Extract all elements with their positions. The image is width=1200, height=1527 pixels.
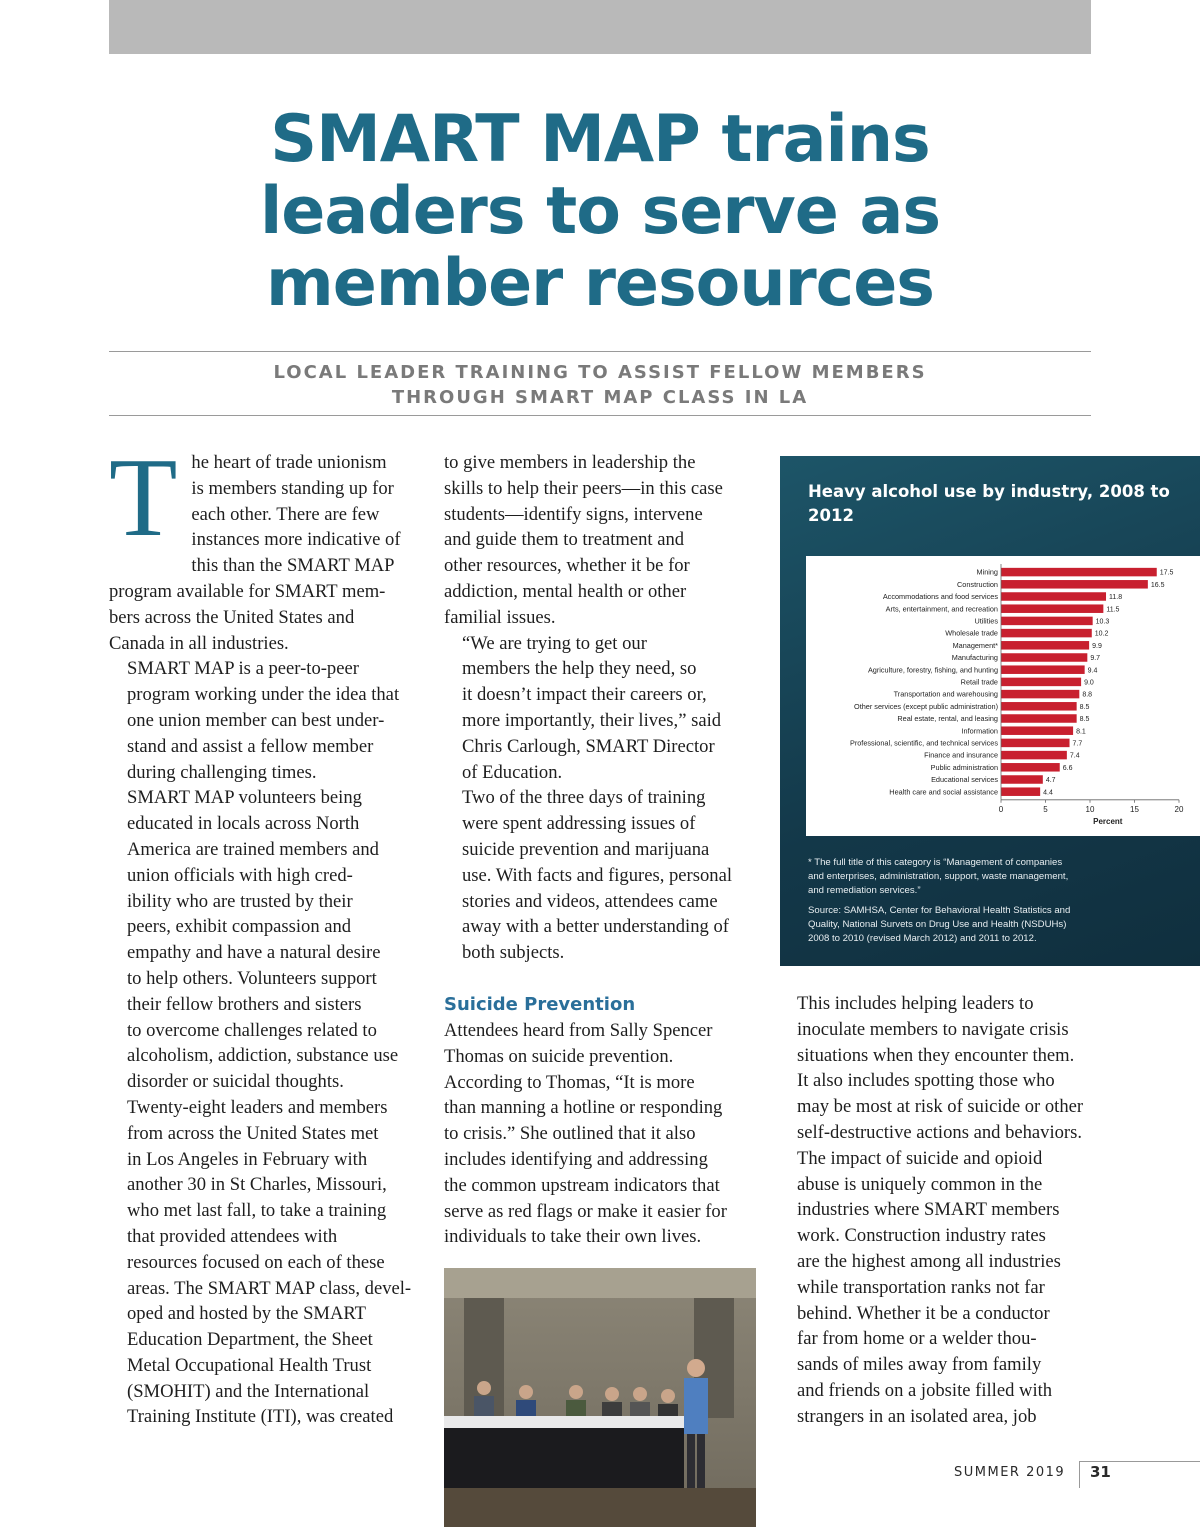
text-line: (SMOHIT) and the International — [127, 1380, 370, 1402]
subhead-top-rule — [109, 351, 1091, 352]
text-line: who met last fall, to take a training — [127, 1200, 387, 1222]
footnote-line: and remediation services.” — [808, 885, 921, 896]
text-line: serve as red flags or make it easier for — [444, 1200, 727, 1222]
top-color-bar — [109, 0, 1091, 54]
bar — [1001, 763, 1060, 772]
x-tick-label: 15 — [1130, 804, 1139, 814]
text-line: program working under the idea that — [127, 684, 400, 706]
value-label: 16.5 — [1150, 581, 1165, 589]
text-line: includes identifying and addressing — [444, 1148, 708, 1170]
value-label: 11.5 — [1106, 606, 1120, 614]
headline-line: member resources — [266, 246, 934, 321]
text-line: that provided attendees with — [127, 1225, 338, 1247]
text-line: the common upstream indicators that — [444, 1174, 720, 1196]
text-line: than manning a hotline or responding — [444, 1097, 723, 1119]
source-line: Quality, National Survets on Drug Use and Health (NSDUHs) — [808, 919, 1067, 930]
text-line: to crisis.” She outlined that it also — [444, 1123, 696, 1145]
text-line: is members standing up for — [191, 477, 394, 499]
text-line: to give members in leadership the — [444, 452, 696, 473]
text-line: another 30 in St Charles, Missouri, — [127, 1174, 387, 1196]
x-tick-label: 10 — [1085, 804, 1095, 814]
text-line: SMART MAP is a peer-to-peer — [127, 658, 359, 680]
text-line: their fellow brothers and sisters — [127, 993, 362, 1015]
text-line: other resources, whether it be for — [444, 555, 690, 577]
paragraph — [109, 656, 427, 785]
footnote-line: * The full title of this category is “Management of companies — [808, 857, 1063, 868]
text-line: it doesn’t impact their careers or, — [462, 684, 707, 706]
text-line: far from home or a welder thou- — [797, 1328, 1037, 1350]
category-label: Educational services — [931, 775, 998, 785]
value-label: 17.5 — [1159, 569, 1174, 577]
text-line: “We are trying to get our — [462, 632, 647, 654]
bar — [1001, 678, 1081, 687]
text-line: may be most at risk of suicide or other — [797, 1096, 1084, 1118]
category-label: Management* — [952, 640, 998, 650]
bar — [1001, 751, 1067, 760]
category-label: Utilities — [974, 616, 998, 626]
paragraph — [444, 785, 762, 966]
chart-panel — [806, 556, 1200, 836]
text-line: program available for SMART mem- — [109, 580, 386, 602]
text-line: resources focused on each of these — [127, 1251, 385, 1273]
category-label: Public administration — [930, 762, 998, 772]
source-line: Source: SAMHSA, Center for Behavioral Health Statistics and — [808, 905, 1071, 916]
bar — [1001, 617, 1093, 626]
category-label: Wholesale trade — [945, 628, 998, 638]
value-label: 4.7 — [1045, 777, 1056, 785]
bar — [1001, 641, 1089, 650]
bar — [1001, 629, 1092, 638]
value-label: 9.4 — [1087, 667, 1098, 675]
subhead-line: THROUGH SMART MAP CLASS IN LA — [391, 387, 809, 408]
value-label: 7.4 — [1069, 752, 1080, 760]
text-line: were spent addressing issues of — [462, 813, 696, 835]
category-label: Finance and insurance — [924, 750, 998, 760]
text-line: Chris Carlough, SMART Director — [462, 735, 715, 757]
text-line: Canada in all industries. — [109, 632, 289, 654]
text-line: Attendees heard from Sally Spencer — [444, 1019, 713, 1041]
category-label: Transportation and warehousing — [893, 689, 998, 699]
text-line: stories and videos, attendees came — [462, 890, 718, 912]
category-label: Accommodations and food services — [882, 592, 998, 602]
text-line: familial issues. — [444, 606, 556, 628]
text-line: members the help they need, so — [462, 658, 697, 680]
bar — [1001, 592, 1106, 601]
text-line: work. Construction industry rates — [797, 1225, 1046, 1247]
headline-line: SMART MAP trains — [270, 102, 930, 177]
text-line: are the highest among all industries — [797, 1250, 1061, 1272]
value-label: 8.5 — [1079, 716, 1090, 724]
subhead-bottom-rule — [109, 415, 1091, 416]
bar — [1001, 665, 1085, 674]
text-line: this than the SMART MAP — [191, 555, 395, 577]
text-line: abuse is uniquely common in the — [797, 1173, 1043, 1195]
value-label: 11.8 — [1109, 594, 1123, 602]
bar — [1001, 653, 1087, 662]
text-line: It also includes spotting those who — [797, 1070, 1055, 1092]
text-line: behind. Whether it be a conductor — [797, 1302, 1050, 1324]
text-line: while transportation ranks not far — [797, 1276, 1045, 1298]
paragraph — [444, 631, 762, 786]
category-label: Mining — [976, 567, 998, 577]
text-line: oped and hosted by the SMART — [127, 1303, 367, 1325]
training-class-photo — [444, 1268, 756, 1527]
text-line: Thomas on suicide prevention. — [444, 1045, 674, 1067]
text-line: peers, exhibit compassion and — [127, 916, 352, 938]
category-label: Construction — [957, 579, 998, 589]
value-label: 9.9 — [1092, 642, 1102, 650]
category-label: Health care and social assistance — [889, 787, 998, 797]
bar — [1001, 568, 1157, 577]
chart-footnote — [808, 856, 1188, 898]
value-label: 9.0 — [1084, 679, 1094, 687]
text-line: industries where SMART members — [797, 1199, 1060, 1221]
paragraph — [444, 450, 762, 631]
footnote-line: and enterprises, administration, support, waste management, — [808, 871, 1069, 882]
paragraph — [779, 1146, 1099, 1430]
source-line: 2008 to 2010 (revised March 2012) and 2011 to 2012. — [808, 933, 1037, 944]
article-subhead — [150, 360, 1050, 410]
category-label: Agriculture, forestry, fishing, and hunting — [867, 665, 998, 675]
chart-title: Heavy alcohol use by industry, 2008 to 2012 — [808, 482, 1170, 525]
paragraph — [109, 785, 427, 1095]
text-line: alcoholism, addiction, substance use — [127, 1045, 399, 1067]
headline-line: leaders to serve as — [259, 174, 941, 249]
text-line: SMART MAP volunteers being — [127, 787, 362, 809]
text-line: individuals to take their own lives. — [444, 1226, 702, 1248]
page-number: 31 — [1090, 1463, 1111, 1481]
text-line: more importantly, their lives,” said — [462, 709, 722, 731]
text-line: educated in locals across North — [127, 813, 360, 835]
text-line: Training Institute (ITI), was created — [127, 1406, 394, 1428]
text-line: disorder or suicidal thoughts. — [127, 1071, 344, 1093]
footer-divider — [1079, 1461, 1080, 1488]
text-line: of Education. — [462, 761, 563, 783]
text-line: self-destructive actions and behaviors. — [797, 1121, 1083, 1143]
bar — [1001, 726, 1073, 735]
text-line: ibility who are trusted by their — [127, 890, 353, 912]
paragraph — [779, 991, 1099, 1146]
value-label: 8.1 — [1076, 728, 1086, 736]
issue-label: SUMMER 2019 — [954, 1465, 1066, 1480]
value-label: 8.5 — [1079, 703, 1090, 711]
x-tick-label: 20 — [1174, 804, 1184, 814]
text-line: Education Department, the Sheet — [127, 1329, 373, 1351]
category-label: Manufacturing — [951, 653, 998, 663]
footer-rule — [1080, 1461, 1200, 1462]
text-line: from across the United States met — [127, 1122, 379, 1144]
chart-source — [808, 904, 1188, 946]
text-line: instances more indicative of — [191, 529, 401, 551]
text-line: This includes helping leaders to — [797, 993, 1034, 1014]
category-label: Real estate, rental, and leasing — [897, 714, 998, 724]
x-axis-title: Percent — [1093, 816, 1123, 826]
bar — [1001, 775, 1043, 784]
value-label: 7.7 — [1072, 740, 1083, 748]
text-line: union officials with high cred- — [127, 864, 353, 886]
value-label: 6.6 — [1062, 764, 1073, 772]
x-tick-label: 0 — [998, 804, 1004, 814]
value-label: 8.8 — [1082, 691, 1093, 699]
photo-illustration — [444, 1268, 756, 1527]
bar — [1001, 580, 1148, 589]
text-line: situations when they encounter them. — [797, 1044, 1075, 1066]
category-label: Arts, entertainment, and recreation — [885, 604, 998, 614]
chart-sidebar — [780, 456, 1200, 966]
paragraph — [444, 1018, 762, 1250]
bar — [1001, 690, 1079, 699]
bar — [1001, 604, 1103, 613]
paragraph — [109, 436, 427, 656]
text-line: bers across the United States and — [109, 606, 355, 628]
text-line: students—identify signs, intervene — [444, 503, 703, 525]
bar — [1001, 702, 1077, 711]
text-line: Two of the three days of training — [462, 787, 706, 809]
text-line: to overcome challenges related to — [127, 1019, 377, 1041]
bar — [1001, 739, 1070, 748]
value-label: 10.2 — [1094, 630, 1109, 638]
text-line: The impact of suicide and opioid — [797, 1147, 1043, 1169]
text-line: skills to help their peers—in this case — [444, 477, 723, 499]
text-line: during challenging times. — [127, 761, 317, 783]
subhead-line: LOCAL LEADER TRAINING TO ASSIST FELLOW MEMBERS — [273, 362, 927, 383]
text-line: Metal Occupational Health Trust — [127, 1354, 372, 1376]
text-line: According to Thomas, “It is more — [444, 1071, 695, 1093]
body-column-2 — [444, 450, 762, 1250]
paragraph — [109, 1095, 427, 1430]
text-line: and guide them to treatment and — [444, 529, 685, 551]
text-line: inoculate members to navigate crisis — [797, 1018, 1069, 1040]
text-line: in Los Angeles in February with — [127, 1148, 368, 1170]
category-label: Professional, scientific, and technical services — [849, 738, 998, 748]
bar — [1001, 787, 1040, 796]
article-headline — [150, 104, 1050, 320]
text-line: Twenty-eight leaders and members — [127, 1096, 388, 1118]
text-line: one union member can best under- — [127, 709, 385, 731]
value-label: 9.7 — [1090, 655, 1101, 663]
body-column-3 — [779, 991, 1099, 1430]
text-line: sands of miles away from family — [797, 1354, 1042, 1376]
text-line: suicide prevention and marijuana — [462, 838, 710, 860]
value-label: 4.4 — [1043, 789, 1053, 797]
category-label: Retail trade — [960, 677, 998, 687]
text-line: strangers in an isolated area, job — [797, 1405, 1037, 1427]
text-line: away with a better understanding of — [462, 916, 729, 938]
text-line: each other. There are few — [191, 503, 380, 525]
category-label: Information — [961, 726, 998, 736]
text-line: to help others. Volunteers support — [127, 967, 377, 989]
bar-chart — [806, 556, 1200, 836]
text-line: America are trained members and — [127, 838, 379, 860]
value-label: 10.3 — [1095, 618, 1110, 626]
text-line: and friends on a jobsite filled with — [797, 1379, 1053, 1401]
bar — [1001, 714, 1077, 723]
text-line: empathy and have a natural desire — [127, 942, 381, 964]
x-tick-label: 5 — [1043, 804, 1048, 814]
text-line: addiction, mental health or other — [444, 580, 687, 602]
drop-cap: T — [109, 436, 178, 560]
text-line: both subjects. — [462, 942, 565, 964]
text-line: he heart of trade unionism — [191, 452, 387, 473]
body-column-1 — [109, 436, 427, 1430]
text-line: use. With facts and figures, personal — [462, 864, 732, 886]
text-line: stand and assist a fellow member — [127, 735, 374, 757]
text-line: areas. The SMART MAP class, devel- — [127, 1277, 412, 1299]
category-label: Other services (except public administration) — [854, 701, 998, 711]
section-heading: Suicide Prevention — [444, 993, 636, 1015]
